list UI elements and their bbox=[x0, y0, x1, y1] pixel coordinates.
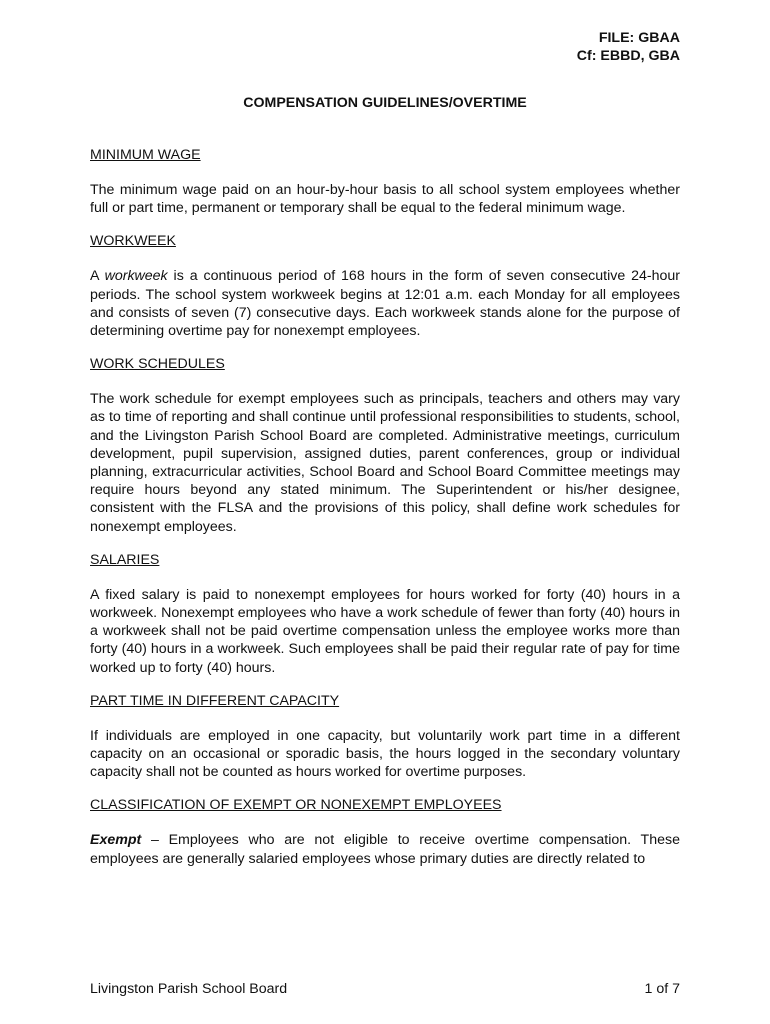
cross-reference-codes: Cf: EBBD, GBA bbox=[576, 48, 680, 64]
exempt-definition: – Employees who are not eligible to receive overtime compensation. These employees are generally salaried employees whose primary duties are directly related to bbox=[90, 832, 680, 867]
document-body bbox=[90, 146, 680, 868]
footer-page-number: 1 of 7 bbox=[644, 981, 680, 997]
section-heading-workweek: WORKWEEK bbox=[90, 233, 176, 250]
section-heading-salaries: SALARIES bbox=[90, 551, 160, 568]
workweek-term: workweek bbox=[104, 268, 168, 285]
paragraph-minimum-wage: The minimum wage paid on an hour-by-hour basis to all school system employees whether full or part time, permanent or temporary shall be equal to the federal minimum wage. bbox=[90, 182, 680, 217]
exempt-term: Exempt bbox=[90, 832, 142, 849]
section-heading-work-schedules: WORK SCHEDULES bbox=[90, 356, 225, 373]
paragraph-part-time: If individuals are employed in one capacity, but voluntarily work part time in a different capacity on an occasional or sporadic basis, the hours logged in the secondary voluntary capacity shall not be counted as hours worked for overtime purposes. bbox=[90, 727, 680, 781]
workweek-text-start: A bbox=[90, 268, 105, 285]
section-heading-minimum-wage: MINIMUM WAGE bbox=[90, 147, 201, 163]
paragraph-work-schedules: The work schedule for exempt employees such as principals, teachers and others may vary as to time of reporting and shall continue until professional responsibilities to students, school, and the Livingston Parish School Board are completed. Administrative meetings, curriculum development, pupil supervision, assigned duties, parent conferences, group or individual planning, extracurricular activities, School Board and School Board Committee meetings may require hours beyond any stated minimum. The Superintendent or his/her designee, consistent with the FLSA and the provisions of this policy, shall define work schedules for nonexempt employees. bbox=[90, 391, 680, 535]
workweek-text-rest: is a continuous period of 168 hours in the form of seven consecutive 24-hour periods. The school system workweek begins at 12:01 a.m. each Monday for all employees and consists of seven (7) consecutive days. Each workweek stands alone for the purpose of determining overtime pay for nonexempt employees. bbox=[90, 268, 680, 340]
file-code: FILE: GBAA bbox=[598, 30, 680, 46]
document-title: COMPENSATION GUIDELINES/OVERTIME bbox=[243, 95, 527, 111]
section-heading-part-time: PART TIME IN DIFFERENT CAPACITY bbox=[90, 692, 340, 709]
paragraph-classification bbox=[90, 831, 680, 867]
paragraph-salaries: A fixed salary is paid to nonexempt employees for hours worked for forty (40) hours in a workweek. Nonexempt employees who have a work schedule of fewer than forty (40) hours in a workweek shall not be paid overtime compensation unless the employee works more than forty (40) hours in a workweek. Such employees shall be paid their regular rate of pay for time worked up to forty (40) hours. bbox=[90, 586, 680, 676]
paragraph-workweek bbox=[90, 267, 680, 340]
footer-organization: Livingston Parish School Board bbox=[90, 981, 288, 997]
file-reference bbox=[577, 29, 680, 65]
section-heading-classification: CLASSIFICATION OF EXEMPT OR NONEXEMPT EMPLOYEES bbox=[90, 797, 502, 814]
